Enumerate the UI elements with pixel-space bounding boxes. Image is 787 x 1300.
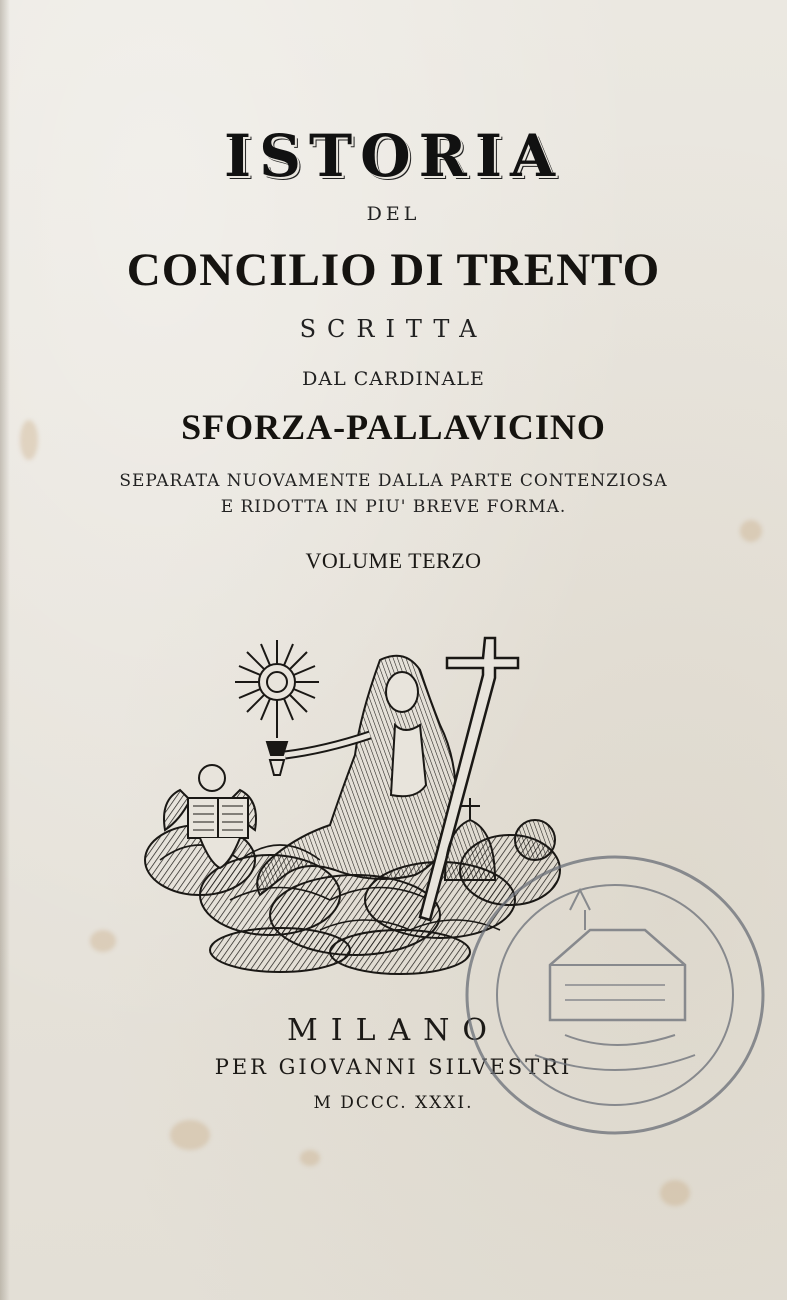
library-stamp [455,845,775,1145]
volume-label: VOLUME TERZO [305,548,482,573]
book-subject: CONCILIO DI TRENTO [126,244,661,296]
publication-city: MILANO [287,1013,500,1048]
foxing-spot [90,930,116,952]
foxing-spot [660,1180,690,1206]
publisher-name: PER GIOVANNI SILVESTRI [214,1055,573,1079]
subtitle-line-1: SEPARATA NUOVAMENTE DALLA PARTE CONTENZIOSA [119,471,668,491]
title-preposition: DEL [366,203,421,225]
subtitle-line-2: E RIDOTTA IN PIU' BREVE FORMA. [220,497,567,517]
author-name: SFORZA-PALLAVICINO [181,407,606,447]
written-label: SCRITTA [299,315,488,343]
foxing-spot [300,1150,320,1166]
foxing-spot [170,1120,210,1150]
publication-year: M DCCC. XXXI. [313,1093,474,1113]
foxing-spot [740,520,762,542]
book-title: ISTORIA [223,122,564,190]
by-line: DAL CARDINALE [302,368,485,390]
